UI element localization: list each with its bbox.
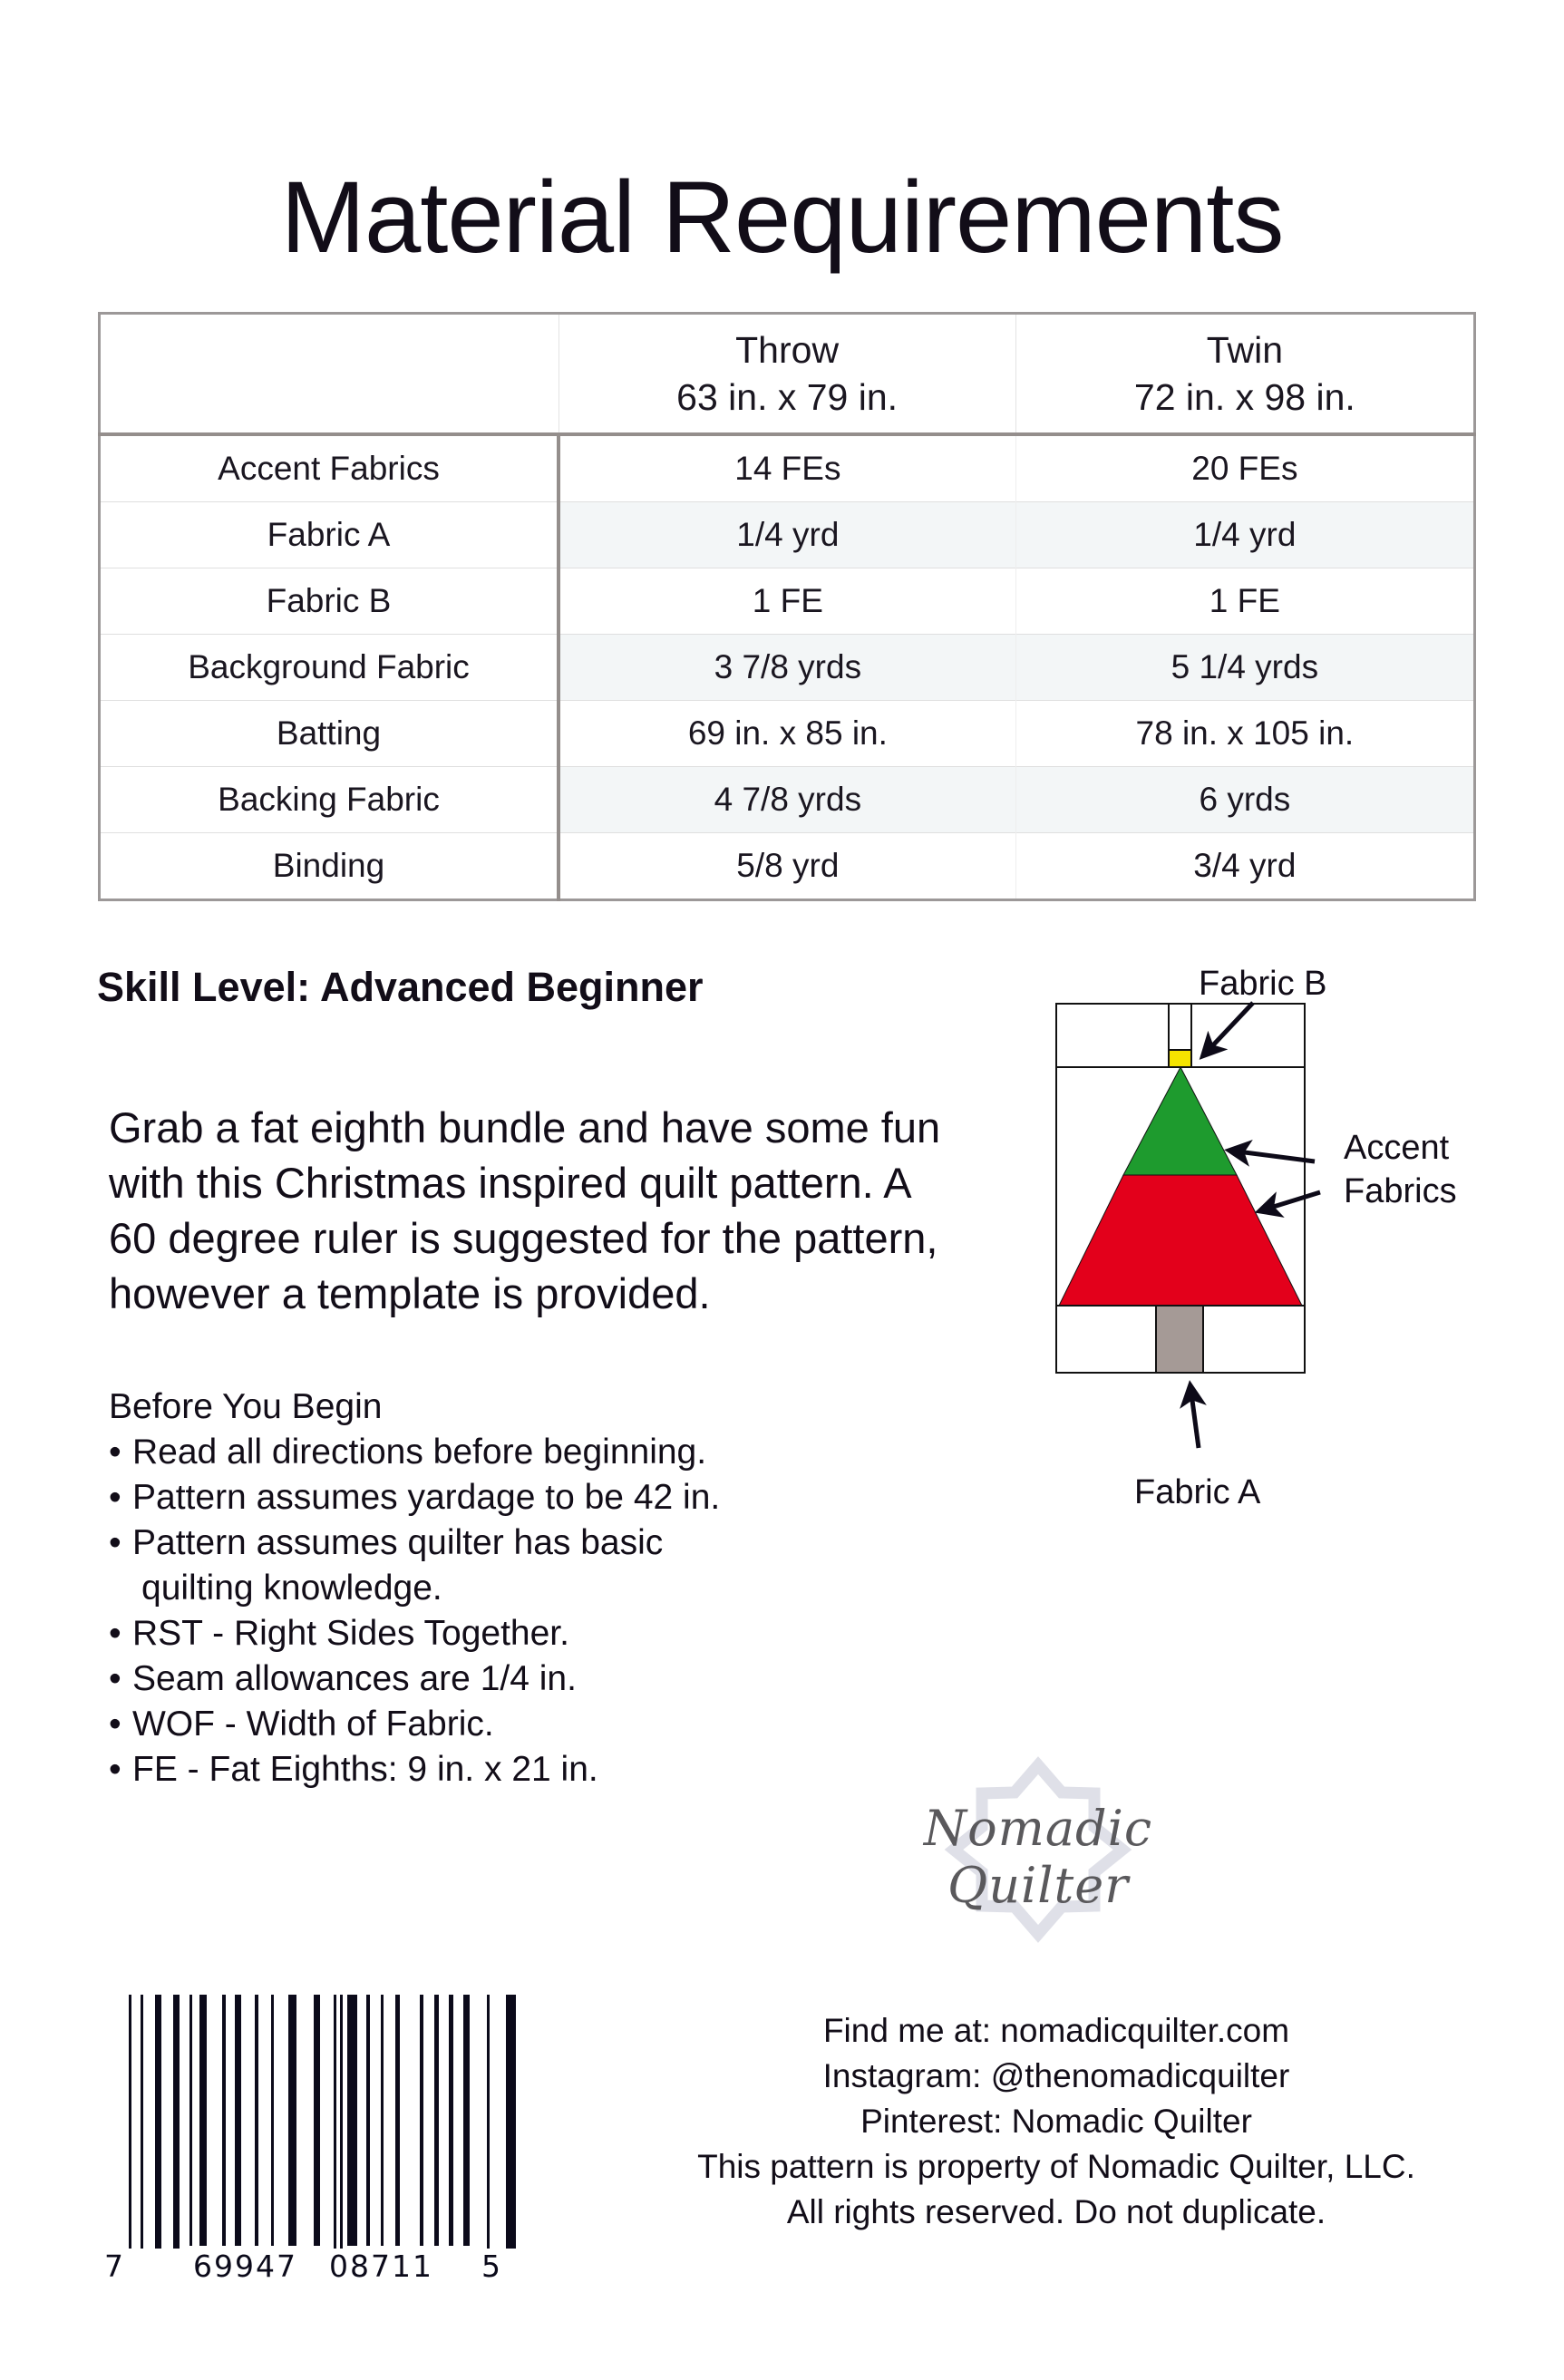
label-accent-line1: Accent — [1344, 1129, 1450, 1167]
barcode-bar — [129, 1995, 131, 2249]
list-item: • WOF - Width of Fabric. — [109, 1702, 720, 1747]
barcode-bar — [235, 1995, 241, 2246]
barcode — [104, 1986, 520, 2285]
page-title: Material Requirements — [280, 160, 1284, 274]
barcode-bar — [189, 1995, 192, 2246]
contact-pinterest: Pinterest: Nomadic Quilter — [860, 2103, 1252, 2140]
nomadic-quilter-logo — [857, 1745, 1219, 1954]
barcode-digit-group: 69947 — [193, 2249, 297, 2284]
label-fabric-a: Fabric A — [1134, 1473, 1261, 1511]
list-item: • Seam allowances are 1/4 in. — [109, 1656, 720, 1702]
row-label: Binding — [100, 833, 559, 900]
barcode-bar — [173, 1995, 180, 2249]
fabric-a-arrow-icon — [1191, 1394, 1199, 1448]
barcode-digit-group: 5 — [481, 2249, 500, 2284]
twin-value: 6 yrds — [1015, 767, 1474, 833]
barcode-digits — [104, 2249, 520, 2285]
intro-line: Grab a fat eighth bundle and have some fun — [109, 1103, 941, 1151]
skill-level: Skill Level: Advanced Beginner — [97, 964, 704, 1010]
throw-name: Throw — [735, 329, 840, 371]
barcode-bar — [255, 1995, 258, 2246]
barcode-digit-group: 7 — [104, 2249, 123, 2284]
barcode-bar — [288, 1995, 296, 2246]
twin-value: 3/4 yrd — [1015, 833, 1474, 900]
copyright-line: This pattern is property of Nomadic Quilter, LLC. — [697, 2148, 1415, 2185]
fabric-b-square — [1169, 1050, 1191, 1067]
row-label: Batting — [100, 701, 559, 767]
twin-value: 20 FEs — [1015, 434, 1474, 502]
logo-text: Nomadic Quilter — [923, 1800, 1153, 1914]
twin-value: 1/4 yrd — [1015, 502, 1474, 568]
barcode-bar — [381, 1995, 384, 2246]
intro-line: with this Christmas inspired quilt pattern. A — [109, 1159, 912, 1207]
label-accent-line2: Fabrics — [1344, 1172, 1457, 1210]
row-label: Fabric A — [100, 502, 559, 568]
list-item: • Pattern assumes yardage to be 42 in. — [109, 1475, 720, 1520]
throw-value: 3 7/8 yrds — [559, 635, 1015, 701]
barcode-bar — [434, 1995, 439, 2246]
twin-size: 72 in. x 98 in. — [1133, 376, 1355, 418]
barcode-bar — [395, 1995, 400, 2246]
barcode-bar — [463, 1995, 470, 2246]
throw-size: 63 in. x 79 in. — [676, 376, 899, 418]
barcode-bars — [121, 1986, 520, 2249]
row-label: Fabric B — [100, 568, 559, 635]
barcode-bar — [199, 1995, 207, 2246]
barcode-bar — [141, 1995, 143, 2249]
barcode-bar — [222, 1995, 226, 2246]
intro-line: however a template is provided. — [109, 1269, 711, 1317]
label-accent-fabrics — [1344, 1126, 1457, 1213]
row-label: Accent Fabrics — [100, 434, 559, 502]
before-heading: Before You Begin — [109, 1387, 383, 1426]
barcode-bar — [340, 1995, 343, 2249]
throw-value: 69 in. x 85 in. — [559, 701, 1015, 767]
list-item: • Read all directions before beginning. — [109, 1430, 720, 1475]
barcode-bar — [487, 1995, 490, 2249]
rights-line: All rights reserved. Do not duplicate. — [786, 2193, 1326, 2230]
fabric-a-trunk — [1156, 1306, 1203, 1373]
barcode-bar — [334, 1995, 336, 2249]
list-item: • RST - Right Sides Together. — [109, 1611, 720, 1656]
twin-value: 5 1/4 yrds — [1015, 635, 1474, 701]
row-label: Backing Fabric — [100, 767, 559, 833]
barcode-bar — [347, 1995, 357, 2246]
row-label: Background Fabric — [100, 635, 559, 701]
barcode-bar — [314, 1995, 320, 2246]
contact-instagram: Instagram: @thenomadicquilter — [822, 2057, 1290, 2094]
barcode-bar — [420, 1995, 423, 2246]
label-fabric-b: Fabric B — [1199, 965, 1327, 1003]
throw-value: 5/8 yrd — [559, 833, 1015, 900]
twin-name: Twin — [1206, 329, 1284, 371]
throw-value: 1 FE — [559, 568, 1015, 635]
twin-value: 78 in. x 105 in. — [1015, 701, 1474, 767]
list-item: • FE - Fat Eighths: 9 in. x 21 in. — [109, 1747, 720, 1792]
barcode-bar — [155, 1995, 161, 2249]
barcode-bar — [506, 1995, 516, 2249]
list-item-continuation: quilting knowledge. — [141, 1569, 442, 1608]
intro-line: 60 degree ruler is suggested for the pattern, — [109, 1214, 938, 1262]
throw-value: 4 7/8 yrds — [559, 767, 1015, 833]
contact-info — [671, 2008, 1442, 2235]
barcode-digit-group: 08711 — [329, 2249, 433, 2284]
throw-value: 1/4 yrd — [559, 502, 1015, 568]
list-item: • Pattern assumes quilter has basic — [109, 1520, 720, 1566]
twin-value: 1 FE — [1015, 568, 1474, 635]
barcode-bar — [271, 1995, 274, 2246]
contact-website: Find me at: nomadicquilter.com — [822, 2012, 1290, 2049]
barcode-bar — [366, 1995, 370, 2246]
barcode-bar — [449, 1995, 453, 2246]
throw-value: 14 FEs — [734, 450, 841, 487]
